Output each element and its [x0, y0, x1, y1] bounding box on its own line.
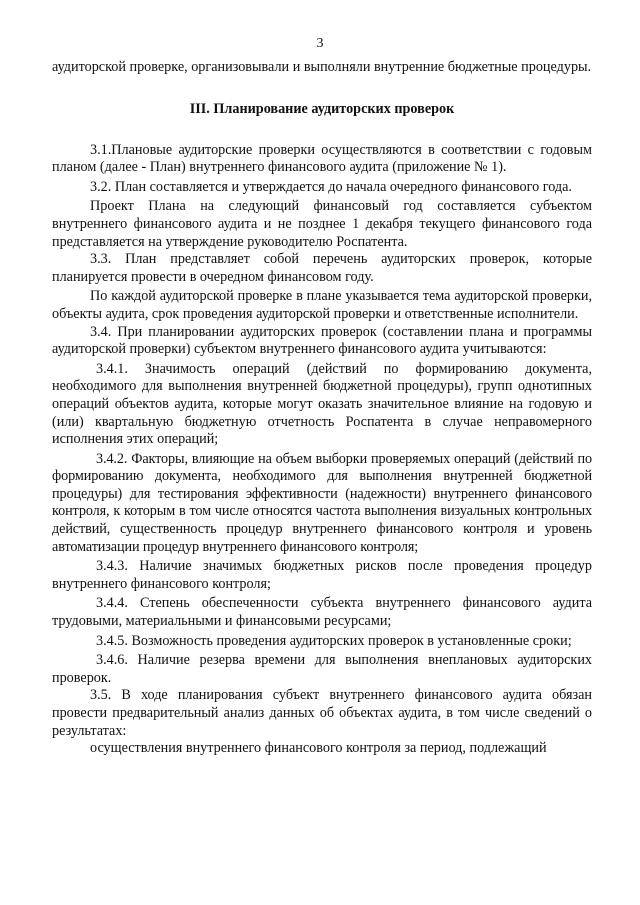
paragraph-3-1: 3.1.Плановые аудиторские проверки осуществляются в соответствии с годовым планом (далее - План) внутреннего финансового аудита (приложение № 1).	[52, 141, 592, 176]
paragraph-3-4-2: 3.4.2. Факторы, влияющие на объем выборки проверяемых операций (действий по формированию документа, необходимого для выполнения внутренней бюджетной процедуры) для тестирования эффективности (надежности) внутреннего финансового контроля, к которым в том числе относятся частота выполнения визуальных контрольных действий, существенность процедур внутреннего финансового контроля и уровень автоматизации процедур внутреннего финансового контроля;	[52, 450, 592, 555]
intro-paragraph: аудиторской проверке, организовывали и выполняли внутренние бюджетные процедуры.	[52, 59, 592, 75]
section-heading: III. Планирование аудиторских проверок	[189, 100, 455, 117]
paragraph-3-4-1: 3.4.1. Значимость операций (действий по формированию документа, необходимого для выполнения внутренней бюджетной процедуры), групп однотипных операций объектов аудита, которые могут оказать значительное влияние на годовую и (или) квартальную бюджетную отчетность Роспатента в случае неправомерного исполнения этих операций;	[52, 360, 592, 448]
paragraph-plan-details: По каждой аудиторской проверке в плане указывается тема аудиторской проверки, объекты аудита, срок проведения аудиторской проверки и ответственные исполнители.	[52, 288, 592, 322]
paragraph-3-5: 3.5. В ходе планирования субъект внутреннего финансового аудита обязан провести предварительный анализ данных об объектах аудита, в том числе сведений о результатах:	[52, 687, 592, 739]
paragraph-3-4-4: 3.4.4. Степень обеспеченности субъекта внутреннего финансового аудита трудовыми, материальными и финансовыми ресурсами;	[52, 595, 592, 630]
paragraph-3-4-5: 3.4.5. Возможность проведения аудиторских проверок в установленные сроки;	[96, 632, 572, 649]
paragraph-3-3: 3.3. План представляет собой перечень аудиторских проверок, которые планируется провести в очередном финансовом году.	[52, 251, 592, 285]
page-number: 3	[316, 36, 324, 51]
page-content	[52, 59, 592, 758]
paragraph-3-2: 3.2. План составляется и утверждается до начала очередного финансового года.	[90, 178, 572, 195]
paragraph-draft-plan: Проект Плана на следующий финансовый год составляется субъектом внутреннего финансового аудита и не позднее 1 декабря текущего финансового года представляется на утверждение руководителю Роспатента.	[52, 198, 592, 250]
paragraph-3-4-6: 3.4.6. Наличие резерва времени для выполнения внеплановых аудиторских проверок.	[52, 652, 592, 686]
paragraph-3-4-3: 3.4.3. Наличие значимых бюджетных рисков после проведения процедур внутреннего финансового контроля;	[52, 558, 592, 592]
paragraph-3-4: 3.4. При планировании аудиторских проверок (составлении плана и программы аудиторской проверки) субъектом внутреннего финансового аудита учитываются:	[52, 323, 592, 358]
paragraph-results-item: осуществления внутреннего финансового контроля за период, подлежащий	[90, 740, 547, 757]
